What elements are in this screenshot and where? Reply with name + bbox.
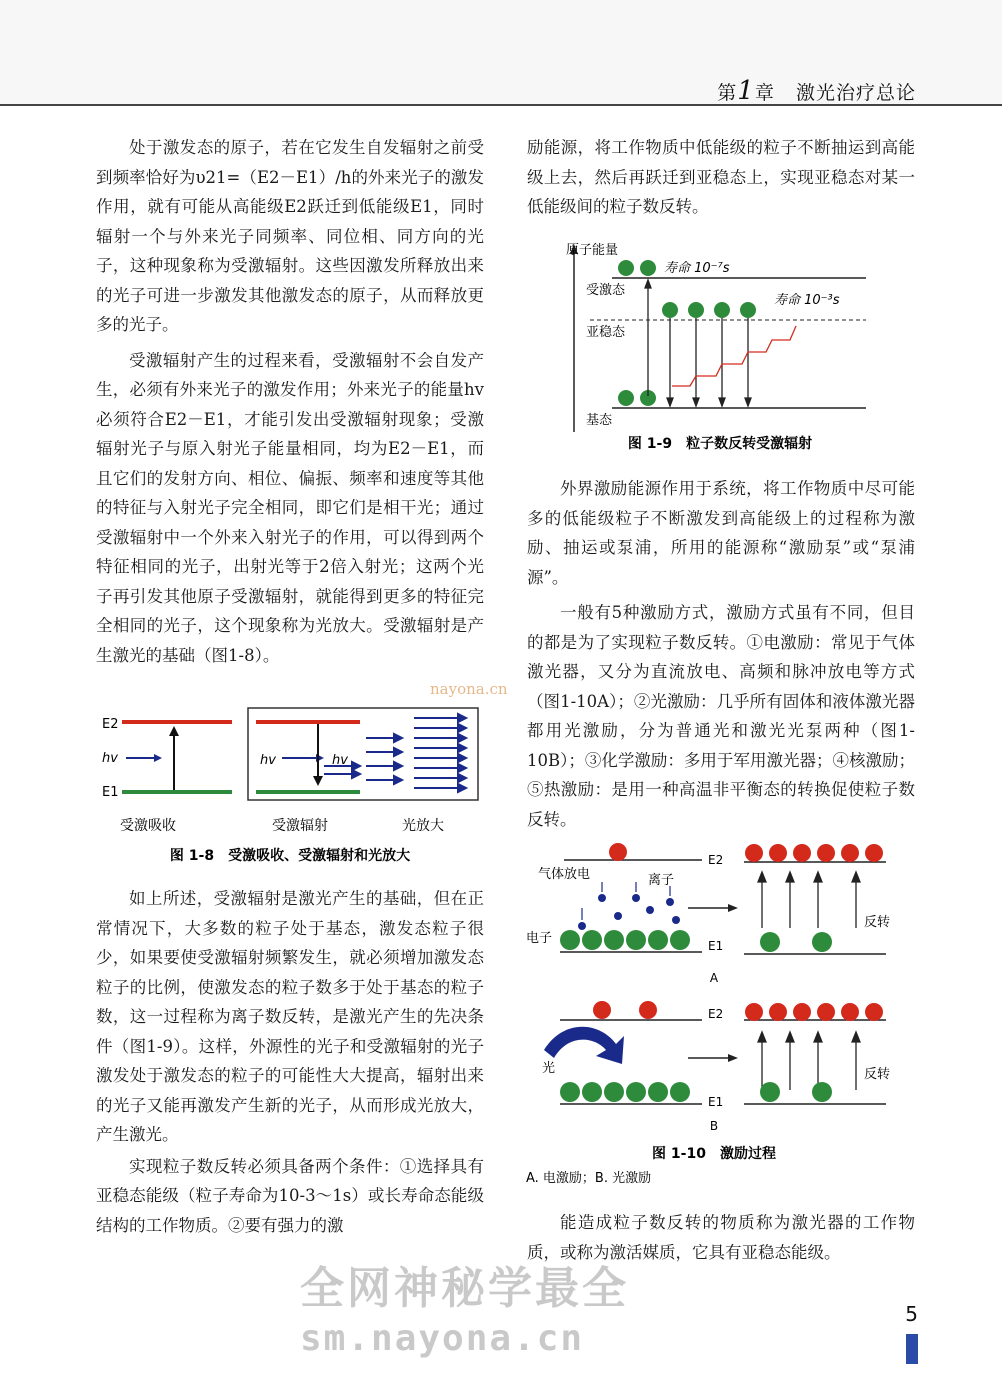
e1-label: E1 <box>102 785 119 800</box>
right-column-top <box>527 133 915 224</box>
particle <box>740 302 756 318</box>
gas-discharge-label: 气体放电 <box>538 867 591 882</box>
light-pump-arrow <box>544 1027 624 1064</box>
figure-caption: 图 1-8 受激吸收、受激辐射和光放大 <box>169 848 411 864</box>
particle <box>618 390 634 406</box>
particle <box>812 932 832 952</box>
lifetime-2: 寿命 10⁻³s <box>774 293 840 308</box>
page-number: 5 <box>905 1302 918 1326</box>
particle <box>618 260 634 276</box>
page-marker-bar <box>906 1334 918 1364</box>
paragraph: 处于激发态的原子，若在它发生自发辐射之前受到频率恰好为υ21=（E2－E1）/h的外来光子的激发作用，就有可能从高能级E2跃迁到低能级E1，同时辐射一个与外来光子同频率、同位相、同方向的光子，这种现象称为受激辐射。这些因激发所释放出来的光子可进一步激发其他激发态的原子，从而释放更多的光子。 <box>96 138 484 334</box>
hv-label: hv <box>260 753 276 768</box>
figure-subcaption: A. 电激励；B. 光激励 <box>526 1171 652 1186</box>
right-column-middle <box>527 474 915 836</box>
ion-label: 离子 <box>648 873 675 888</box>
invert-label: 反转 <box>864 915 891 930</box>
figure-1-10 <box>524 838 904 1188</box>
watermark-small: nayona.cn <box>430 680 508 698</box>
e2-label: E2 <box>708 1007 724 1021</box>
paragraph: 一般有5种激励方式，激励方式虽有不同，但目的都是为了实现粒子数反转。①电激励：常见于气体激光器，又分为直流放电、高频和脉冲放电等方式（图1-10A）；②光激励：几乎所有固体和液体激光器都用光激励，分为普通光和激光光泵两种（图1-10B）；③化学激励：多用于军用激光器；④核激励；⑤热激励：是用一种高温非平衡态的转换促使粒子数反转。 <box>527 603 915 829</box>
particle <box>760 1082 780 1102</box>
chapter-heading <box>717 76 916 106</box>
pump-arrows <box>645 280 751 406</box>
label-emission: 受激辐射 <box>272 818 328 834</box>
arrow-head <box>154 754 162 762</box>
particle <box>812 1082 832 1102</box>
inverted-particles <box>745 1003 883 1021</box>
e2-label: E2 <box>708 853 724 867</box>
arrow-head <box>728 1054 738 1062</box>
paragraph: 如上所述，受激辐射是激光产生的基础，但在正常情况下，大多数的粒子处于基态，激发态粒子很少，如果要使受激辐射频繁发生，就必须增加激发态粒子的比例，使激发态的粒子数多于处于基态的粒子数，这一过程称为离子数反转，是激光产生的先决条件（图1-9）。这样，外源性的光子和受激辐射的光子激发处于激发态的粒子的可能性大大提高，辐射出来的光子又能再激发产生新的光子，从而形成光放大，产生激光。 <box>96 889 484 1144</box>
arrow-head <box>313 776 323 786</box>
inversion-arrows <box>758 1032 860 1090</box>
watermark-url: sm.nayona.cn <box>300 1318 585 1359</box>
particle <box>688 302 704 318</box>
inverted-particles <box>745 844 883 862</box>
paragraph: 受激辐射产生的过程来看，受激辐射不会自发产生，必须有外来光子的激发作用；外来光子的能量hv必须符合E2－E1，才能引发出受激辐射现象；受激辐射光子与原入射光子能量相同，均为E2－E1，而且它们的发射方向、相位、偏振、频率和速度等其他的特征与入射光子完全相同，即它们是相干光；通过受激辐射中一个外来入射光子的作用，可以得到两个特征相同的光子，出射光等于2倍入射光；这两个光子再引发其他原子受激辐射，就能得到更多的特征完全相同的光子，这个现象称为光放大。受激辐射是产生激光的基础（图1-8）。 <box>96 350 484 665</box>
ground-particles <box>560 930 690 950</box>
label-amplification: 光放大 <box>402 818 444 834</box>
chapter-prefix: 第 <box>717 82 738 104</box>
chapter-number: 1 <box>737 76 755 106</box>
electron-label: 电子 <box>526 931 553 946</box>
lifetime-1: 寿命 10⁻⁷s <box>664 261 730 276</box>
chapter-suffix: 章 <box>754 82 775 104</box>
arrow-head <box>169 726 179 736</box>
invert-label: 反转 <box>864 1067 891 1082</box>
e2-label: E2 <box>102 717 119 732</box>
paragraph: 能造成粒子数反转的物质称为激光器的工作物质，或称为激活媒质，它具有亚稳态能级。 <box>527 1213 915 1262</box>
meta-label: 亚稳态 <box>586 325 626 340</box>
paragraph: 励能源，将工作物质中低能级的粒子不断抽运到高能级上去，然后再跃迁到亚稳态上，实现亚稳态对某一低能级间的粒子数反转。 <box>527 138 915 216</box>
y-axis-label: 原子能量 <box>566 243 619 258</box>
particle <box>639 1001 657 1019</box>
hv-label: hv <box>332 753 348 768</box>
chapter-title: 激光治疗总论 <box>795 82 916 104</box>
label-b: B <box>709 1119 719 1133</box>
e1-label: E1 <box>708 939 724 953</box>
excited-label: 受激态 <box>586 283 626 298</box>
light-label: 光 <box>542 1061 556 1076</box>
paragraph: 外界激励能源作用于系统，将工作物质中尽可能多的低能级粒子不断激发到高能级上的过程称为激励、抽运或泵浦，所用的能源称“激励泵”或“泵浦源”。 <box>527 479 915 587</box>
hv-label: hv <box>102 751 118 766</box>
left-column-bottom <box>96 884 484 1242</box>
label-a: A <box>709 971 719 985</box>
stimulated-photon-path <box>672 326 796 386</box>
e1-label: E1 <box>708 1095 724 1109</box>
ground-particles <box>560 1082 690 1102</box>
label-absorption: 受激吸收 <box>120 818 176 834</box>
inversion-arrows <box>758 872 860 928</box>
arrow-head <box>728 904 738 912</box>
paragraph: 实现粒子数反转必须具备两个条件：①选择具有亚稳态能级（粒子寿命为10-3～1s）或长寿命态能级结构的工作物质。②要有强力的激 <box>96 1156 484 1235</box>
figure-caption: 图 1-10 激励过程 <box>652 1146 776 1162</box>
watermark-title: 全网神秘学最全 <box>300 1263 629 1314</box>
figure-caption: 图 1-9 粒子数反转受激辐射 <box>627 436 813 452</box>
particle <box>640 260 656 276</box>
particle <box>593 1001 611 1019</box>
electrons <box>578 894 680 930</box>
particle <box>609 843 627 861</box>
figure-1-8 <box>96 706 484 866</box>
ground-label: 基态 <box>586 413 613 428</box>
left-column-top <box>96 133 484 672</box>
particle <box>714 302 730 318</box>
particle <box>760 932 780 952</box>
particle <box>662 302 678 318</box>
figure-1-9 <box>560 236 880 460</box>
